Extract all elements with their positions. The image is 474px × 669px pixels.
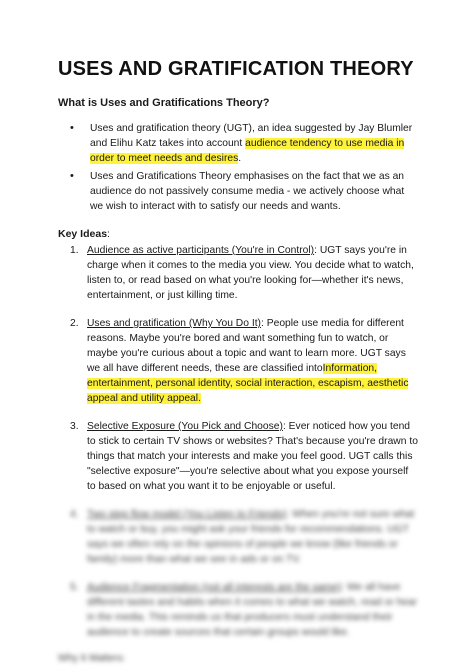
- bullet-text: Uses and gratification theory (UGT), an idea suggested by Jay Blumler and Elihu Katz takes into account: [90, 123, 413, 149]
- key-ideas-label: Key Ideas: [58, 228, 108, 240]
- idea-number: 3.: [70, 421, 79, 432]
- idea-heading: Audience as active participants (You're in Control): [87, 245, 315, 256]
- bullet-text: Uses and Gratifications Theory emphasises on the fact that we as an audience do not passively consume media - we actively choose what we wish to interact with to satisfy our needs and wants.: [90, 171, 405, 212]
- idea-heading: Audience Fragmentation (not all interests are the same): [87, 582, 342, 593]
- idea-heading: Two step flow model (You Listen to Friends): [87, 509, 287, 520]
- footer-heading: Why It Matters:: [58, 653, 126, 664]
- section-subheading: What is Uses and Gratifications Theory?: [58, 97, 270, 109]
- idea-item: [58, 580, 418, 640]
- idea-item: [58, 507, 418, 567]
- idea-number: 4.: [70, 509, 79, 520]
- idea-number: 1.: [70, 245, 79, 256]
- bullet-text-end: .: [238, 153, 242, 164]
- idea-item: [58, 316, 418, 406]
- highlighted-text: Information, entertainment, personal identity, social interaction, escapism, aesthetic appeal and utility appeal.: [87, 363, 409, 404]
- idea-number: 2.: [70, 318, 79, 329]
- key-ideas-colon: :: [107, 228, 110, 240]
- highlighted-text: audience tendency to use media in order to meet needs and desires: [90, 138, 405, 164]
- blurred-preview-region: [58, 507, 418, 664]
- idea-item: [58, 419, 418, 494]
- idea-text: : Ever noticed how you tend to stick to certain TV shows or websites? That's because you're drawn to things that match your interests and make you feel good. UGT calls this "selective exposure"—you're selective about what you expose yourself to based on what you want it to be enjoyable or useful.: [87, 421, 418, 492]
- idea-text: : UGT says you're in charge when it comes to the media you view. You decide what to watch, listen to, or read based on what you're looking for—whether it's news, entertainment, or just killing time.: [87, 245, 414, 301]
- idea-number: 5.: [70, 582, 79, 593]
- idea-item: [58, 243, 418, 303]
- idea-heading: Selective Exposure (You Pick and Choose): [87, 421, 283, 432]
- blurred-ideas-list: [58, 507, 418, 640]
- intro-bullet-list: [58, 121, 418, 214]
- idea-text: : When you're not sure what to watch or buy, you might ask your friends for recommendations. UGT says we often rely on the opinions of people we know (like friends or family) more than what we see in ads or on TV.: [87, 509, 415, 565]
- idea-text: : We all have different tastes and habits when it comes to what we watch, read or hear in the media. This reminds us that producers must understand their audience to create sources that certain groups would like.: [87, 582, 418, 638]
- document-title: USES AND GRATIFICATION THEORY: [58, 58, 414, 80]
- bullet-item: [70, 121, 418, 166]
- key-ideas-list: [58, 243, 418, 494]
- idea-heading: Uses and gratification (Why You Do It): [87, 318, 261, 329]
- key-ideas-heading: [58, 228, 418, 240]
- bullet-item: [70, 169, 418, 214]
- idea-text: : People use media for different reasons. Maybe you're bored and want something fun to watch, or maybe you're curious about a topic and want to learn more. UGT says we all have different needs, these are classified into: [87, 318, 406, 374]
